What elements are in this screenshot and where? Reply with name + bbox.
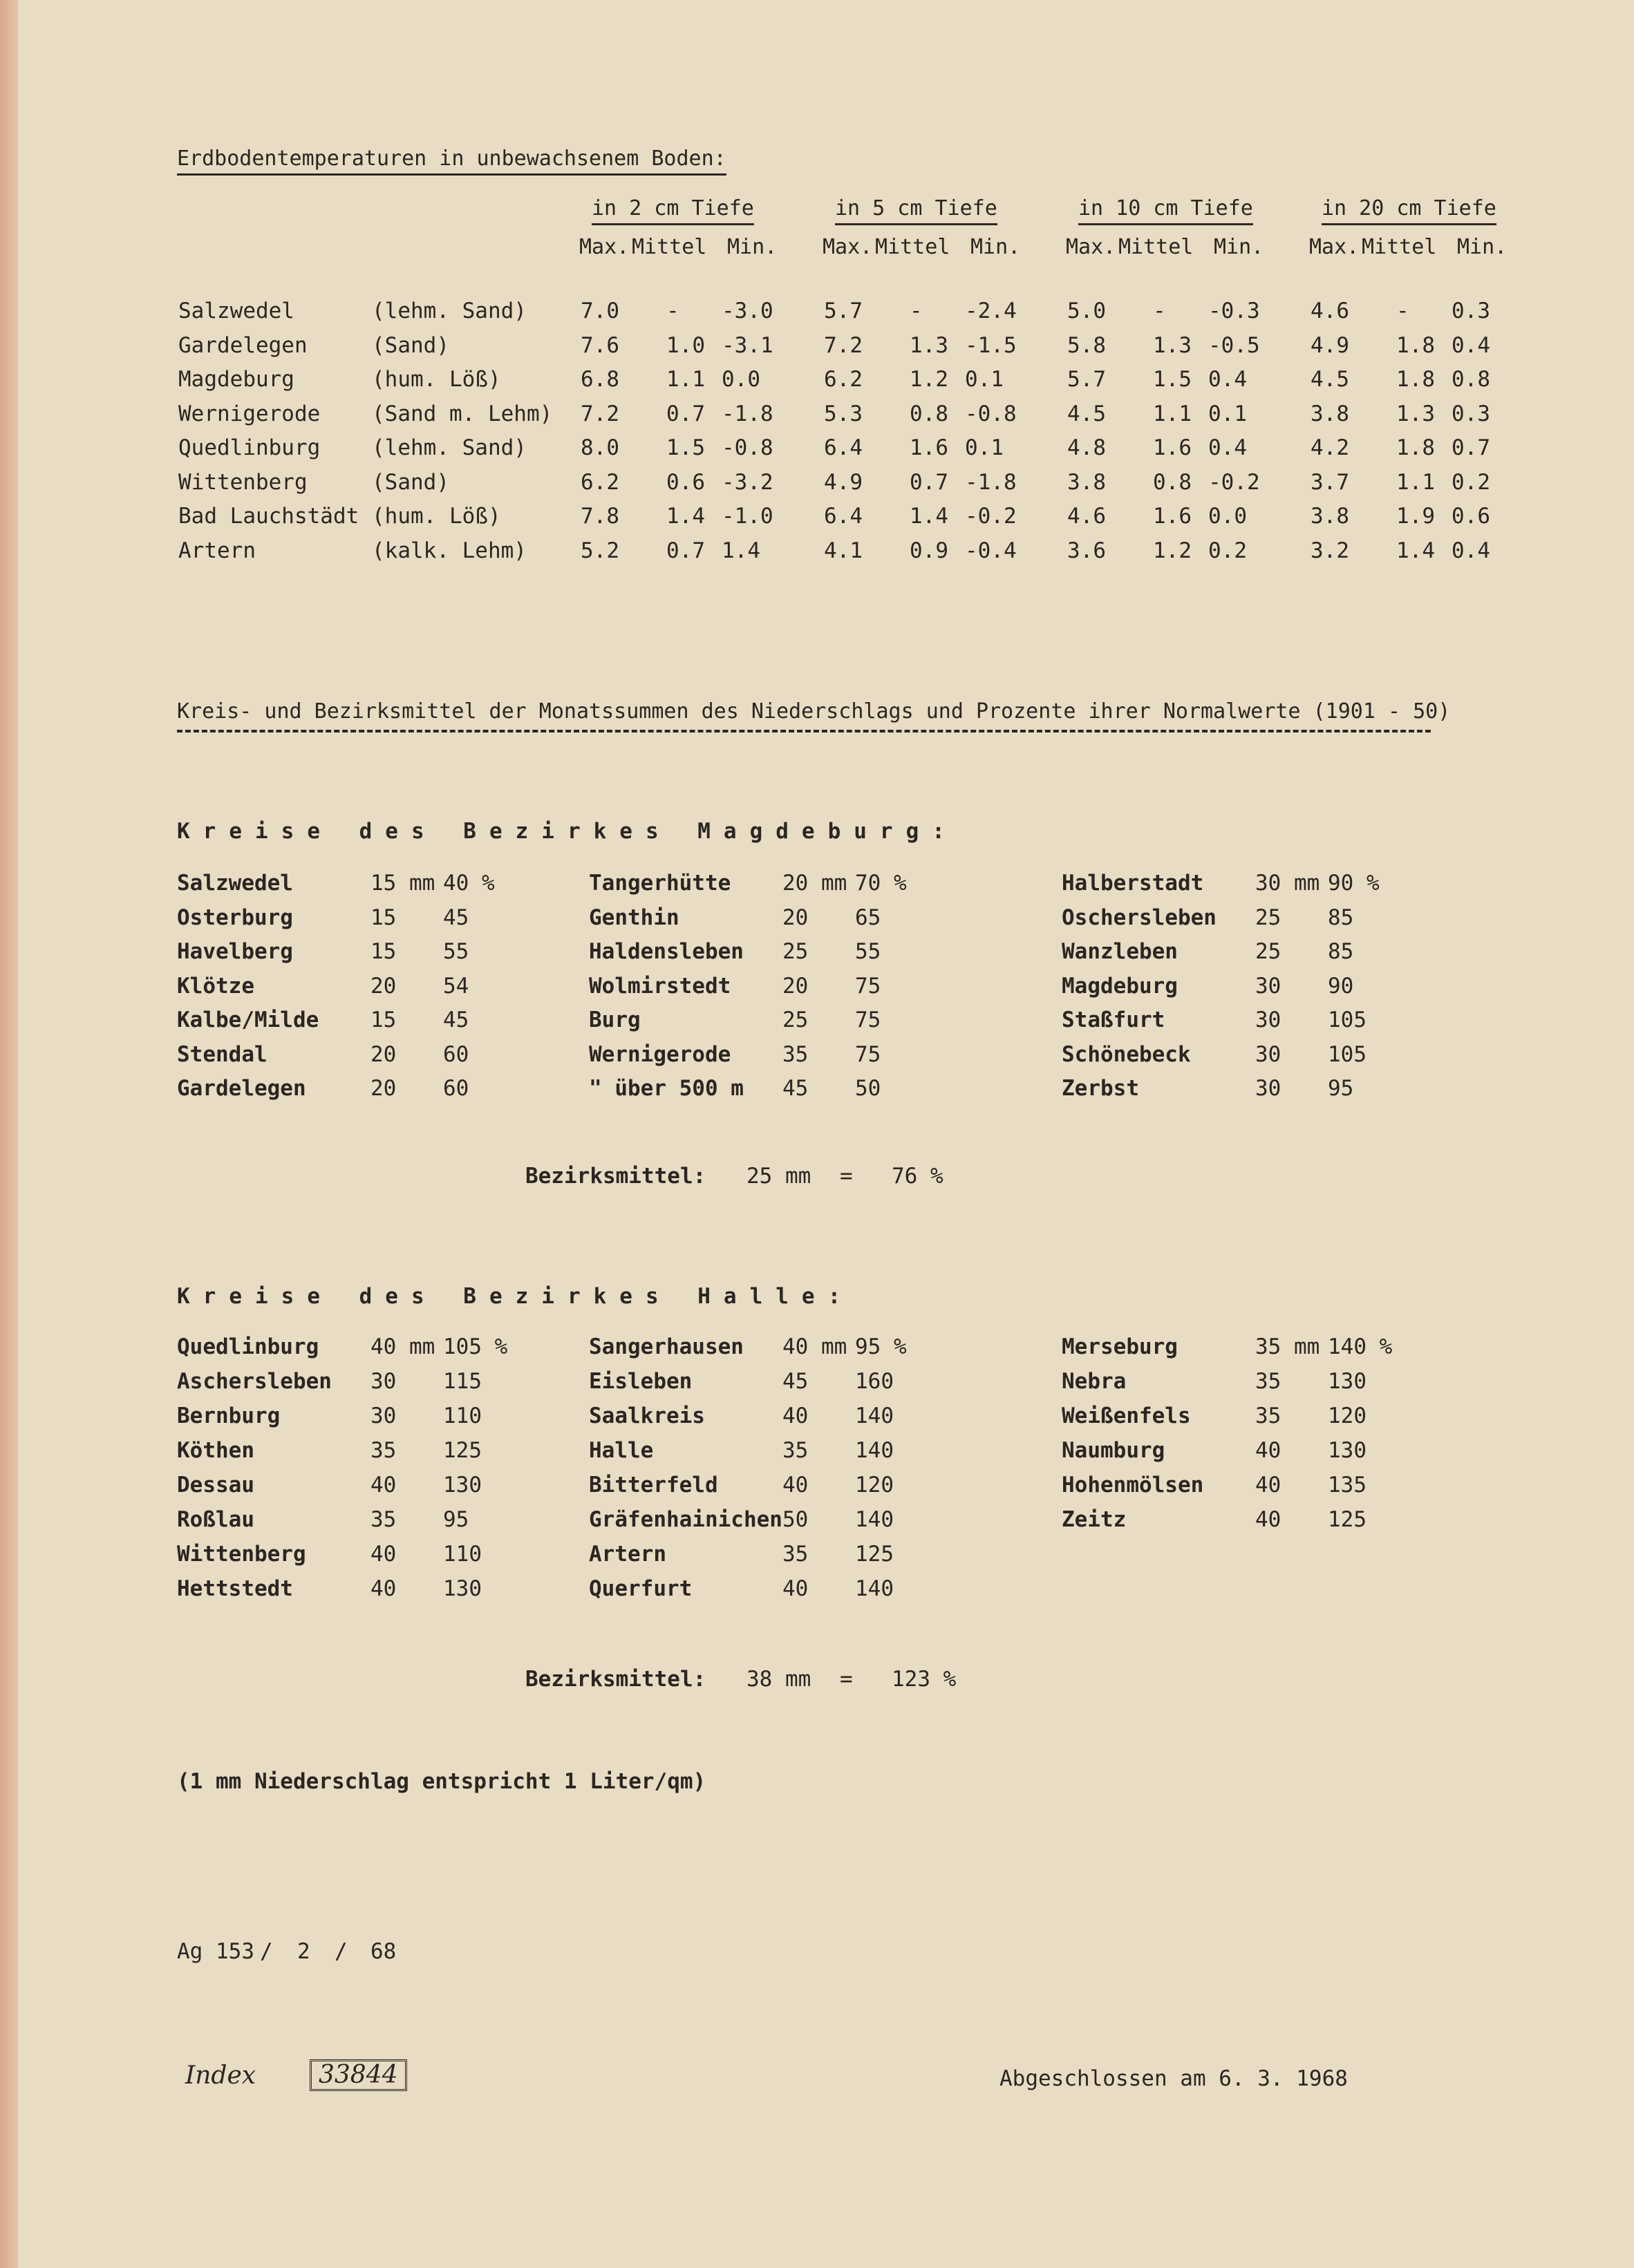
sub-header: Mittel	[875, 235, 950, 259]
temperature-value: 1.1	[666, 367, 705, 392]
precip-mm: 25	[1255, 905, 1281, 930]
temperature-value: 0.8	[910, 401, 948, 426]
precip-pct: 95	[1328, 1076, 1354, 1101]
district-name: Magdeburg	[1062, 973, 1178, 999]
precip-mm: 15	[370, 939, 397, 964]
temperature-value: 3.6	[1067, 538, 1106, 563]
temperature-value: 0.0	[1208, 504, 1247, 529]
soil-title: Erdbodentemperaturen in unbewachsenem Boden:	[177, 145, 726, 176]
district-name: Osterburg	[177, 905, 293, 930]
temperature-value: 4.8	[1067, 435, 1106, 460]
district-name: Tangerhütte	[589, 871, 731, 896]
precip-mm: 40	[370, 1542, 397, 1567]
soil-type: (Sand m. Lehm)	[372, 401, 553, 426]
district-name: Wernigerode	[589, 1041, 731, 1067]
depth-header: in 5 cm Tiefe	[835, 195, 997, 225]
precip-mm: 40	[370, 1576, 397, 1601]
precip-pct: 120	[1328, 1404, 1367, 1428]
precip-mm: 20	[370, 1041, 397, 1067]
district-name: Schönebeck	[1062, 1041, 1191, 1067]
district-name: Wittenberg	[177, 1542, 306, 1567]
station-name: Bad Lauchstädt	[178, 504, 359, 529]
precip-pct: 130	[1328, 1369, 1367, 1394]
temperature-value: 1.4	[910, 504, 948, 529]
temperature-value: 6.4	[824, 435, 863, 460]
temperature-value: 7.8	[581, 504, 619, 529]
district-name: Halle	[589, 1438, 654, 1463]
precip-mm: 20 mm	[782, 871, 847, 896]
index-number: 33844	[310, 2059, 407, 2091]
precip-pct: 105	[1328, 1041, 1367, 1067]
precip-mm: 40	[782, 1576, 809, 1601]
precip-pct: 140	[855, 1576, 894, 1601]
district-name: Burg	[589, 1008, 641, 1032]
station-name: Wernigerode	[178, 401, 321, 426]
precip-mm: 30 mm	[1255, 871, 1320, 896]
mean-mm: 25 mm	[746, 1164, 811, 1189]
page-edge	[0, 0, 18, 2268]
precip-mm: 30	[370, 1369, 397, 1394]
district-name: Eisleben	[589, 1369, 693, 1394]
precip-pct: 140	[855, 1438, 894, 1463]
temperature-value: 0.7	[1452, 435, 1490, 460]
temperature-value: -0.4	[965, 538, 1017, 563]
temperature-value: -3.2	[722, 469, 773, 495]
temperature-value: -2.4	[965, 299, 1017, 323]
district-name: Bitterfeld	[589, 1473, 718, 1497]
depth-header: in 20 cm Tiefe	[1322, 195, 1496, 225]
temperature-value: 0.8	[1452, 367, 1490, 392]
district-name: Oschersleben	[1062, 905, 1217, 930]
temperature-value: -1.8	[722, 401, 773, 426]
temperature-value: 3.7	[1311, 469, 1349, 495]
temperature-value: 5.2	[581, 538, 619, 563]
temperature-value: 0.1	[965, 367, 1004, 392]
precip-mm: 20	[370, 973, 397, 999]
soil-type: (Sand)	[372, 469, 449, 495]
code-sep1: /	[260, 1939, 273, 1964]
temperature-value: -0.8	[722, 435, 773, 460]
precip-mm: 35	[1255, 1369, 1281, 1394]
station-name: Quedlinburg	[178, 435, 321, 460]
precip-pct: 85	[1328, 905, 1354, 930]
precip-pct: 125	[855, 1542, 894, 1567]
code-a: Ag 153	[177, 1939, 254, 1964]
precip-pct: 115	[443, 1369, 482, 1394]
temperature-value: -	[910, 299, 923, 323]
precip-pct: 75	[855, 1041, 881, 1067]
district-name: Saalkreis	[589, 1404, 705, 1428]
precip-mm: 35 mm	[1255, 1334, 1320, 1359]
sub-header: Min.	[1457, 235, 1508, 259]
precip-pct: 75	[855, 973, 881, 999]
temperature-value: 4.1	[824, 538, 863, 563]
temperature-value: 7.2	[581, 401, 619, 426]
mean-pct: 76 %	[892, 1164, 943, 1189]
temperature-value: -3.0	[722, 299, 773, 323]
district-name: Haldensleben	[589, 939, 744, 964]
precip-pct: 160	[855, 1369, 894, 1394]
precip-pct: 140	[855, 1507, 894, 1532]
precip-pct: 105	[1328, 1008, 1367, 1032]
precip-mm: 35	[370, 1507, 397, 1532]
temperature-value: 0.7	[666, 401, 705, 426]
district-name: Staßfurt	[1062, 1008, 1165, 1032]
precip-mm: 40 mm	[782, 1334, 847, 1359]
sub-header: Max.	[1309, 235, 1360, 259]
temperature-value: -	[666, 299, 679, 323]
sub-header: Max.	[579, 235, 630, 259]
closed-date: Abgeschlossen am 6. 3. 1968	[999, 2066, 1348, 2091]
temperature-value: 1.6	[910, 435, 948, 460]
precip-mm: 20	[782, 905, 809, 930]
sub-header: Min.	[1214, 235, 1264, 259]
sub-header: Mittel	[1362, 235, 1437, 259]
depth-header: in 2 cm Tiefe	[592, 195, 754, 225]
precip-pct: 45	[443, 1008, 469, 1032]
temperature-value: -0.5	[1208, 332, 1260, 358]
precip-mm: 30	[1255, 1041, 1281, 1067]
precip-pct: 135	[1328, 1473, 1367, 1497]
district-name: Gräfenhainichen	[589, 1507, 782, 1532]
precip-mm: 45	[782, 1369, 809, 1394]
halle-heading: Kreise des Bezirkes Halle:	[177, 1284, 854, 1309]
station-name: Artern	[178, 538, 256, 563]
precip-pct: 54	[443, 973, 469, 999]
district-name: Hettstedt	[177, 1576, 293, 1601]
temperature-value: 0.1	[1208, 401, 1247, 426]
temperature-value: 0.4	[1452, 332, 1490, 358]
precip-pct: 140	[855, 1404, 894, 1428]
temperature-value: 0.0	[722, 367, 760, 392]
temperature-value: 1.0	[666, 332, 705, 358]
temperature-value: 1.4	[666, 504, 705, 529]
precip-mm: 40	[782, 1473, 809, 1497]
district-name: Merseburg	[1062, 1334, 1178, 1359]
precip-title: Kreis- und Bezirksmittel der Monatssummen des Niederschlags und Prozente ihrer Normalwerte (1901 - 50)	[177, 699, 1451, 724]
mean-mm: 38 mm	[746, 1667, 811, 1692]
precip-pct: 75	[855, 1008, 881, 1032]
temperature-value: 0.9	[910, 538, 948, 563]
soil-type: (hum. Löß)	[372, 367, 501, 392]
temperature-value: -1.0	[722, 504, 773, 529]
soil-type: (lehm. Sand)	[372, 435, 527, 460]
district-name: Quedlinburg	[177, 1334, 319, 1359]
code-c: 68	[370, 1939, 397, 1964]
sub-header: Max.	[823, 235, 873, 259]
temperature-value: 1.9	[1396, 504, 1435, 529]
precip-pct: 90	[1328, 973, 1354, 999]
district-name: Köthen	[177, 1438, 254, 1463]
temperature-value: 1.8	[1396, 435, 1435, 460]
mean-pct: 123 %	[892, 1667, 957, 1692]
mean-eq: =	[840, 1667, 853, 1692]
temperature-value: 0.2	[1208, 538, 1247, 563]
temperature-value: -0.2	[1208, 469, 1260, 495]
precip-pct: 140 %	[1328, 1334, 1393, 1359]
precip-pct: 125	[1328, 1507, 1367, 1532]
temperature-value: 7.6	[581, 332, 619, 358]
precip-pct: 130	[443, 1576, 482, 1601]
temperature-value: 1.2	[910, 367, 948, 392]
district-name: Kalbe/Milde	[177, 1008, 319, 1032]
temperature-value: -1.8	[965, 469, 1017, 495]
precip-pct: 130	[1328, 1438, 1367, 1463]
soil-type: (kalk. Lehm)	[372, 538, 527, 563]
district-name: Naumburg	[1062, 1438, 1165, 1463]
precip-pct: 40 %	[443, 871, 495, 896]
temperature-value: 1.3	[1153, 332, 1192, 358]
district-name: Salzwedel	[177, 871, 293, 896]
precip-mm: 20	[370, 1076, 397, 1101]
district-name: Hohenmölsen	[1062, 1473, 1204, 1497]
precip-mm: 30	[370, 1404, 397, 1428]
district-name: Halberstadt	[1062, 871, 1204, 896]
precip-mm: 25	[782, 939, 809, 964]
precip-mm: 15 mm	[370, 871, 435, 896]
temperature-value: -3.1	[722, 332, 773, 358]
temperature-value: 8.0	[581, 435, 619, 460]
temperature-value: -0.3	[1208, 299, 1260, 323]
precip-pct: 110	[443, 1404, 482, 1428]
district-name: Genthin	[589, 905, 679, 930]
precip-mm: 35	[1255, 1404, 1281, 1428]
temperature-value: 5.7	[1067, 367, 1106, 392]
district-name: Querfurt	[589, 1576, 693, 1601]
temperature-value: 1.3	[1396, 401, 1435, 426]
precip-mm: 40 mm	[370, 1334, 435, 1359]
precip-pct: 45	[443, 905, 469, 930]
code-sep2: /	[335, 1939, 348, 1964]
temperature-value: 7.0	[581, 299, 619, 323]
temperature-value: -1.5	[965, 332, 1017, 358]
temperature-value: 1.3	[910, 332, 948, 358]
precip-mm: 25	[1255, 939, 1281, 964]
district-name: Wolmirstedt	[589, 973, 731, 999]
precip-mm: 30	[1255, 1008, 1281, 1032]
precip-mm: 25	[782, 1008, 809, 1032]
soil-type: (hum. Löß)	[372, 504, 501, 529]
temperature-value: 3.8	[1067, 469, 1106, 495]
precip-pct: 95 %	[855, 1334, 907, 1359]
temperature-value: 6.4	[824, 504, 863, 529]
temperature-value: 1.8	[1396, 367, 1435, 392]
precip-mm: 40	[1255, 1507, 1281, 1532]
precip-pct: 120	[855, 1473, 894, 1497]
temperature-value: 0.6	[1452, 504, 1490, 529]
district-name: Weißenfels	[1062, 1404, 1191, 1428]
temperature-value: 1.2	[1153, 538, 1192, 563]
district-name: " über 500 m	[589, 1076, 744, 1101]
precip-mm: 35	[370, 1438, 397, 1463]
temperature-value: 3.2	[1311, 538, 1349, 563]
temperature-value: -0.8	[965, 401, 1017, 426]
temperature-value: 0.7	[666, 538, 705, 563]
temperature-value: 1.6	[1153, 435, 1192, 460]
district-name: Zeitz	[1062, 1507, 1127, 1532]
district-name: Roßlau	[177, 1507, 254, 1532]
temperature-value: 0.4	[1208, 367, 1247, 392]
temperature-value: 6.2	[824, 367, 863, 392]
temperature-value: 1.1	[1153, 401, 1192, 426]
district-name: Aschersleben	[177, 1369, 332, 1394]
station-name: Magdeburg	[178, 367, 294, 392]
precip-pct: 60	[443, 1076, 469, 1101]
index-label: Index	[185, 2061, 256, 2090]
temperature-value: 5.7	[824, 299, 863, 323]
mean-label: Bezirksmittel:	[525, 1164, 706, 1189]
mean-label: Bezirksmittel:	[525, 1667, 706, 1692]
temperature-value: 1.1	[1396, 469, 1435, 495]
temperature-value: 1.5	[666, 435, 705, 460]
precip-mm: 50	[782, 1507, 809, 1532]
temperature-value: -	[1153, 299, 1166, 323]
sub-header: Mittel	[1118, 235, 1194, 259]
precip-title-dashes	[177, 730, 1431, 733]
district-name: Dessau	[177, 1473, 254, 1497]
temperature-value: 1.5	[1153, 367, 1192, 392]
precip-mm: 45	[782, 1076, 809, 1101]
precip-mm: 35	[782, 1542, 809, 1567]
precip-mm: 35	[782, 1438, 809, 1463]
precip-mm: 35	[782, 1041, 809, 1067]
precip-pct: 90 %	[1328, 871, 1380, 896]
temperature-value: 0.4	[1208, 435, 1247, 460]
temperature-value: 1.4	[1396, 538, 1435, 563]
temperature-value: 6.2	[581, 469, 619, 495]
temperature-value: 1.8	[1396, 332, 1435, 358]
temperature-value: 3.8	[1311, 504, 1349, 529]
station-name: Salzwedel	[178, 299, 294, 323]
precip-pct: 70 %	[855, 871, 907, 896]
station-name: Wittenberg	[178, 469, 308, 495]
temperature-value: 3.8	[1311, 401, 1349, 426]
temperature-value: 5.8	[1067, 332, 1106, 358]
temperature-value: -	[1396, 299, 1409, 323]
temperature-value: 4.5	[1311, 367, 1349, 392]
code-b: 2	[297, 1939, 310, 1964]
soil-type: (Sand)	[372, 332, 449, 358]
precip-pct: 105 %	[443, 1334, 508, 1359]
temperature-value: -0.2	[965, 504, 1017, 529]
temperature-value: 7.2	[824, 332, 863, 358]
precip-mm: 15	[370, 905, 397, 930]
precip-mm: 15	[370, 1008, 397, 1032]
sub-header: Min.	[970, 235, 1021, 259]
district-name: Havelberg	[177, 939, 293, 964]
temperature-value: 4.6	[1067, 504, 1106, 529]
station-name: Gardelegen	[178, 332, 308, 358]
precip-pct: 125	[443, 1438, 482, 1463]
district-name: Klötze	[177, 973, 254, 999]
temperature-value: 1.4	[722, 538, 760, 563]
temperature-value: 0.7	[910, 469, 948, 495]
precip-pct: 85	[1328, 939, 1354, 964]
district-name: Bernburg	[177, 1404, 281, 1428]
depth-header: in 10 cm Tiefe	[1078, 195, 1253, 225]
temperature-value: 4.6	[1311, 299, 1349, 323]
temperature-value: 0.6	[666, 469, 705, 495]
temperature-value: 6.8	[581, 367, 619, 392]
precip-mm: 40	[1255, 1438, 1281, 1463]
sub-header: Mittel	[632, 235, 707, 259]
temperature-value: 4.9	[1311, 332, 1349, 358]
temperature-value: 5.0	[1067, 299, 1106, 323]
magdeburg-heading: Kreise des Bezirkes Magdeburg:	[177, 819, 958, 844]
temperature-value: 0.3	[1452, 401, 1490, 426]
temperature-value: 4.2	[1311, 435, 1349, 460]
precip-pct: 50	[855, 1076, 881, 1101]
district-name: Nebra	[1062, 1369, 1127, 1394]
precip-pct: 130	[443, 1473, 482, 1497]
precip-pct: 110	[443, 1542, 482, 1567]
temperature-value: 0.2	[1452, 469, 1490, 495]
precip-mm: 30	[1255, 973, 1281, 999]
precip-mm: 40	[782, 1404, 809, 1428]
soil-type: (lehm. Sand)	[372, 299, 527, 323]
note: (1 mm Niederschlag entspricht 1 Liter/qm)	[177, 1769, 706, 1794]
temperature-value: 0.4	[1452, 538, 1490, 563]
district-name: Wanzleben	[1062, 939, 1178, 964]
temperature-value: 5.3	[824, 401, 863, 426]
precip-pct: 55	[443, 939, 469, 964]
sub-header: Max.	[1066, 235, 1116, 259]
temperature-value: 0.1	[965, 435, 1004, 460]
temperature-value: 4.5	[1067, 401, 1106, 426]
precip-pct: 65	[855, 905, 881, 930]
district-name: Stendal	[177, 1041, 267, 1067]
sub-header: Min.	[727, 235, 778, 259]
district-name: Sangerhausen	[589, 1334, 744, 1359]
temperature-value: 1.6	[1153, 504, 1192, 529]
temperature-value: 0.3	[1452, 299, 1490, 323]
temperature-value: 0.8	[1153, 469, 1192, 495]
district-name: Gardelegen	[177, 1076, 306, 1101]
precip-mm: 40	[370, 1473, 397, 1497]
precip-mm: 20	[782, 973, 809, 999]
precip-pct: 55	[855, 939, 881, 964]
precip-mm: 40	[1255, 1473, 1281, 1497]
district-name: Zerbst	[1062, 1076, 1139, 1101]
temperature-value: 4.9	[824, 469, 863, 495]
precip-pct: 60	[443, 1041, 469, 1067]
district-name: Artern	[589, 1542, 666, 1567]
precip-pct: 95	[443, 1507, 469, 1532]
precip-mm: 30	[1255, 1076, 1281, 1101]
mean-eq: =	[840, 1164, 853, 1189]
